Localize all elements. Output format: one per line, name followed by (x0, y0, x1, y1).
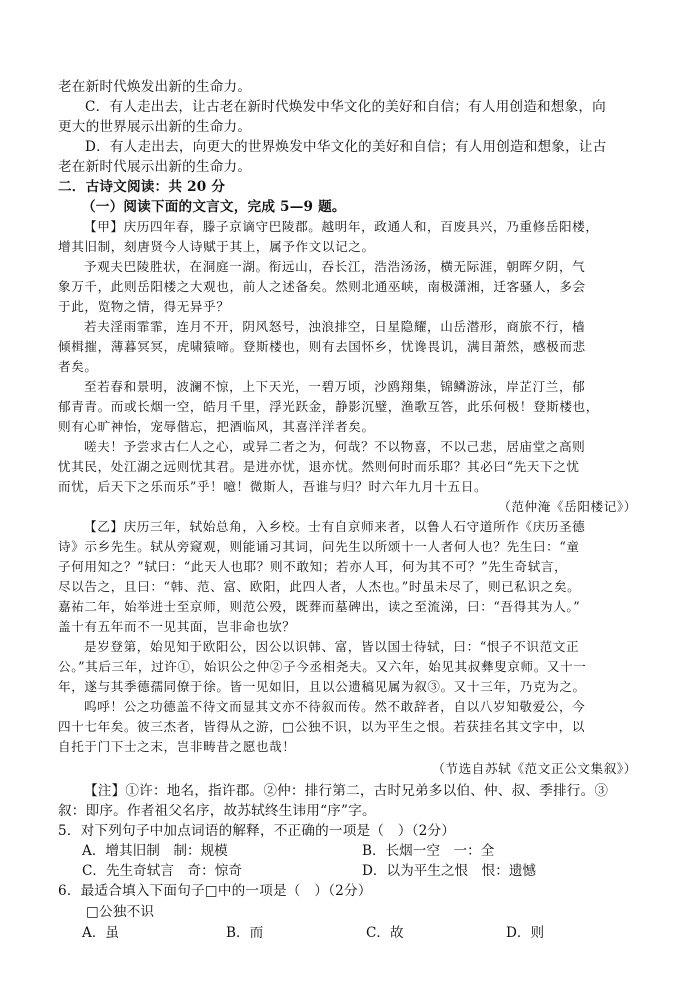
note-line: 叙：即序。作者祖父名序，故苏轼终生讳用“序”字。 (58, 803, 376, 819)
yi-line: 盖十有五年而不一见其面，岂非命也欤？ (58, 619, 296, 634)
yi-line: 尽以告之，且曰：“韩、范、富、欧阳，此四人者，人杰也。”时虽未尽了，则已私识之矣。 (58, 579, 581, 594)
q6-option-a: A．虽 (82, 925, 120, 941)
yi-line: 【乙】庆历三年，轼始总角，入乡校。士有自京师来者，以鲁人石守道所作《庆历圣德 (84, 519, 586, 534)
question-5-stem: 5．对下列句子中加点词语的解释，不正确的一项是（ ）（2分） (58, 823, 456, 839)
jia-line: 则有心旷神怡，宠辱偕忘，把酒临风，其喜洋洋者矣。 (58, 419, 375, 434)
note-line: 【注】①许：地名，指许郡。②仲：排行第二，古时兄弟多以伯、仲、叔、季排行。③ (84, 783, 609, 799)
yi-line: 四十七年矣。彼三杰者，皆得从之游，□公独不识，以为平生之恨。若获挂名其文字中，以 (58, 719, 586, 734)
jia-source: （范仲淹《岳阳楼记》） (498, 499, 637, 514)
jia-line: 【甲】庆历四年春，滕子京谪守巴陵郡。越明年，政通人和，百废具兴，乃重修岳阳楼， (84, 219, 599, 234)
q6-option-c: C．故 (366, 925, 404, 941)
jia-line: 于此，览物之情，得无异乎？ (58, 299, 230, 314)
question-6-stem: 6．最适合填入下面句子□中的一项是（ ）（2分） (58, 883, 372, 899)
yi-line: 自托于门下士之末，岂非畴昔之愿也哉！ (58, 739, 296, 754)
jia-line: 忧其民，处江湖之远则忧其君。是进亦忧，退亦忧。然则何时而乐耶？其必曰“先天下之忧 (58, 459, 580, 474)
sub-title: （一）阅读下面的文言文，完成 5—9 题。 (82, 199, 346, 215)
yi-line: 年，遂与其季德孺同僚于徐。皆一见如旧，且以公遗稿见属为叙③。又十三年，乃克为之。 (58, 679, 586, 694)
q6-option-d: D．则 (506, 925, 545, 941)
jia-line: 嗟夫！予尝求古仁人之心，或异二者之为，何哉？不以物喜，不以己悲，居庙堂之高则 (84, 439, 586, 454)
q5-option-a: A．增其旧制 制：规模 (82, 843, 228, 859)
section-title: 二．古诗文阅读：共 20 分 (58, 179, 226, 195)
jia-line: 倾楫摧，薄暮冥冥，虎啸猿啼。登斯楼也，则有去国怀乡，忧谗畏讥，满目萧然，感极而悲 (58, 339, 586, 354)
yi-line: 是岁登第，始见知于欧阳公，因公以识韩、富，皆以国士待轼，曰：“恨子不识范文正 (84, 639, 580, 654)
yi-line: 嘉祐二年，始举进士至京师，则范公殁，既葬而墓碑出，读之至流涕，曰：“吾得其为人。” (58, 599, 581, 614)
yi-line: 呜呼！公之功德盖不待文而显其文亦不待叙而传。然不敢辞者，自以八岁知敬爱公，今 (84, 699, 586, 714)
q5-option-d: D．以为平生之恨 恨：遗憾 (362, 863, 537, 879)
jia-line: 增其旧制，刻唐贤今人诗赋于其上，属予作文以记之。 (58, 239, 375, 254)
yi-line: 公。”其后三年，过许①，始识公之仲②子今丞相尧夫。又六年，始见其叔彝叟京师。又十一 (58, 659, 587, 674)
jia-line: 至若春和景明，波澜不惊，上下天光，一碧万顷，沙鸥翔集，锦鳞游泳，岸芷汀兰，郁 (84, 379, 586, 394)
yi-line: 诗》示乡先生。轼从旁窥观，则能诵习其词，问先生以所颂十一人者何人也？先生曰：“童 (58, 539, 580, 554)
option-d-line: D．有人走出去，向更大的世界焕发中华文化的美好和自信；有人用创造和想象，让古 (85, 139, 607, 155)
jia-line: 而忧，后天下之乐而乐”乎！噫！微斯人，吾谁与归？时六年九月十五日。 (58, 479, 488, 494)
text-line: 老在新时代展示出新的生命力。 (58, 159, 252, 175)
q6-sentence: □公独不识 (86, 904, 155, 920)
text-line: 老在新时代焕发出新的生命力。 (58, 79, 252, 95)
jia-line: 者矣。 (58, 359, 98, 374)
jia-line: 予观夫巴陵胜状，在洞庭一湖。衔远山，吞长江，浩浩汤汤，横无际涯，朝晖夕阴，气 (84, 259, 586, 274)
q5-option-c: C．先生奇轼言 奇：惊奇 (82, 863, 242, 879)
jia-line: 若夫淫雨霏霏，连月不开，阴风怒号，浊浪排空，日星隐耀，山岳潜形，商旅不行，樯 (84, 319, 586, 334)
jia-line: 象万千，此则岳阳楼之大观也，前人之述备矣。然则北通巫峡，南极潇湘，迁客骚人，多会 (58, 279, 586, 294)
q6-option-b: B．而 (226, 925, 264, 941)
option-c-line: C．有人走出去，让古老在新时代焕发中华文化的美好和自信；有人用创造和想象，向 (85, 99, 606, 115)
q5-option-b: B．长烟一空 一：全 (362, 843, 495, 859)
jia-line: 郁青青。而或长烟一空，皓月千里，浮光跃金，静影沉璧，渔歌互答，此乐何极！登斯楼也， (58, 399, 599, 414)
yi-line: 子何用知之？”轼曰：“此天人也耶？则不敢知；若亦人耳，何为其不可？”先生奇轼言， (58, 559, 568, 574)
text-line: 更大的世界展示出新的生命力。 (58, 119, 252, 135)
yi-source: （节选自苏轼《范文正公文集叙》） (432, 761, 637, 776)
